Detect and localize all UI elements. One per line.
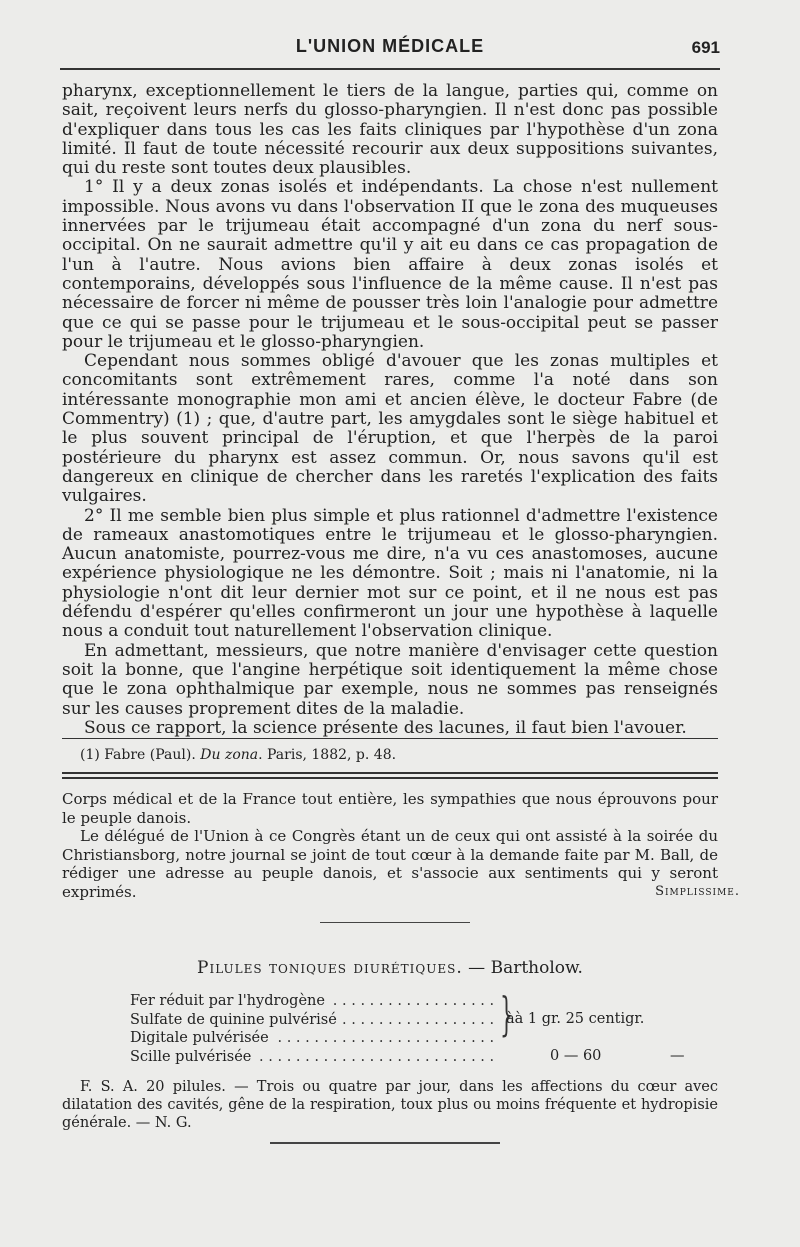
prescription-instructions: F. S. A. 20 pilules. — Trois ou quatre par jour, dans les affections du cœur avec dilatation des cavités, gêne de la respiration, toux plus ou moins fréquente et hydropisie générale. — N. G. <box>62 1079 718 1131</box>
letter-paragraph: Corps médical et de la France tout entière, les sympathies que nous éprouvons pour le peuple danois. <box>62 790 718 827</box>
dose-main: àà 1 gr. 25 centigr. <box>506 1011 645 1027</box>
footnote-title: Du zona <box>200 747 259 763</box>
prescription-author: Bartholow. <box>490 958 583 978</box>
prescription-title <box>60 958 720 978</box>
paragraph: 2° Il me semble bien plus simple et plus rationnel d'admettre l'existence de rameaux anastomotiques entre le trijumeau et le glosso-pharyngien. Aucun anatomiste, pourrez-vous me dire, n'a vu ces anastomoses, aucune expérience physiologique ne les démontre. Soit ; mais ni l'anatomie, ni la physiologie n'ont dit leur dernier mot sur ce point, et il ne nous est pas défendu d'espérer qu'elles confirmeront un jour une hypothèse à laquelle nous a conduit tout naturellement l'observation clinique. <box>62 505 718 642</box>
letter-paragraph: Le délégué de l'Union à ce Congrès étant un de ceux qui ont assisté à la soirée du Christiansborg, notre journal se joint de tout cœur à la demande faite par M. Ball, de rédiger une adresse au peuple danois, et s'associe aux sentiments qui y seront exprimés. <box>62 827 718 901</box>
page-header <box>60 36 720 66</box>
ingredient-name: Digitale pulvérisée <box>130 1030 273 1046</box>
ingredient-row <box>130 992 670 1011</box>
footnote-text: Fabre (Paul). <box>99 747 201 763</box>
ingredient-name: Sulfate de quinine pulvérisé <box>130 1012 341 1028</box>
prescription-note <box>62 1078 718 1132</box>
separator-rule <box>320 922 470 923</box>
page-number: 691 <box>691 38 720 57</box>
footnote-citation: . Paris, 1882, p. 48. <box>258 747 397 763</box>
prescription-name: Pilules toniques diurétiques. <box>197 958 463 978</box>
ingredient-name: Scille pulvérisée <box>130 1049 255 1065</box>
paragraph: En admettant, messieurs, que notre manière d'envisager cette question soit la bonne, que l'angine herpétique soit identiquement la même chose que le zona ophthalmique par exemple, nous ne sommes pas renseignés sur les causes proprement dites de la maladie. <box>62 640 718 719</box>
bottom-rule <box>270 1142 500 1144</box>
letter-section <box>62 790 718 901</box>
paragraph: 1° Il y a deux zonas isolés et indépendants. La chose n'est nullement impossible. Nous avons vu dans l'observation II que le zona des muqueuses innervées par le trijumeau était accompagné d'un zona du nerf sous-occipital. On ne saurait admettre qu'il y ait eu dans ce cas propagation de l'un à l'autre. Nous avions bien affaire à deux zonas isolés et contemporains, développés sous l'influence de la même cause. Il n'est pas nécessaire de forcer ni même de pousser très loin l'analogie pour admettre que ce qui se passe pour le trijumeau et le sous-occipital peut se passer pour le trijumeau et le glosso-pharyngien. <box>62 177 718 352</box>
ingredient-row <box>130 1029 670 1048</box>
running-title: L'UNION MÉDICALE <box>295 36 485 56</box>
footnote-marker: (1) <box>80 747 100 763</box>
ingredient-name: Fer réduit par l'hydrogène <box>130 993 329 1009</box>
prescription-table <box>130 987 685 1066</box>
footnote-rule <box>62 738 718 739</box>
section-rule-top <box>62 772 718 774</box>
title-dash: — <box>462 958 491 978</box>
paragraph: pharynx, exceptionnellement le tiers de la langue, parties qui, comme on sait, reçoivent leurs nerfs du glosso-pharyngien. Il n'est donc pas possible d'expliquer dans tous les cas les faits cliniques par l'hypothèse d'un zona limité. Il faut de toute nécessité recourir aux deux suppositions suivantes, qui du reste sont toutes deux plausibles. <box>62 81 718 179</box>
header-rule <box>60 68 720 70</box>
footnote <box>80 746 720 764</box>
dose-dash: — <box>670 1048 685 1064</box>
dose-scille: 0 — 60 <box>550 1048 602 1064</box>
article-body <box>62 82 718 738</box>
section-rule-bottom <box>62 777 718 779</box>
paragraph: Sous ce rapport, la science présente des lacunes, il faut bien l'avouer. <box>84 717 687 738</box>
brace-icon: } <box>500 987 514 1041</box>
signature: Simplissime. <box>655 884 740 899</box>
paragraph: Cependant nous sommes obligé d'avouer que les zonas multiples et concomitants sont extrêmement rares, comme l'a noté dans son intéressante monographie mon ami et ancien élève, le docteur Fabre (de Commentry) (1) ; que, d'autre part, les amygdales sont le siège habituel et le plus souvent principal de l'éruption, et que l'herpès de la paroi postérieure du pharynx est assez commun. Or, nous savons qu'il est dangereux en clinique de chercher dans les raretés l'explication des faits vulgaires. <box>62 351 718 507</box>
